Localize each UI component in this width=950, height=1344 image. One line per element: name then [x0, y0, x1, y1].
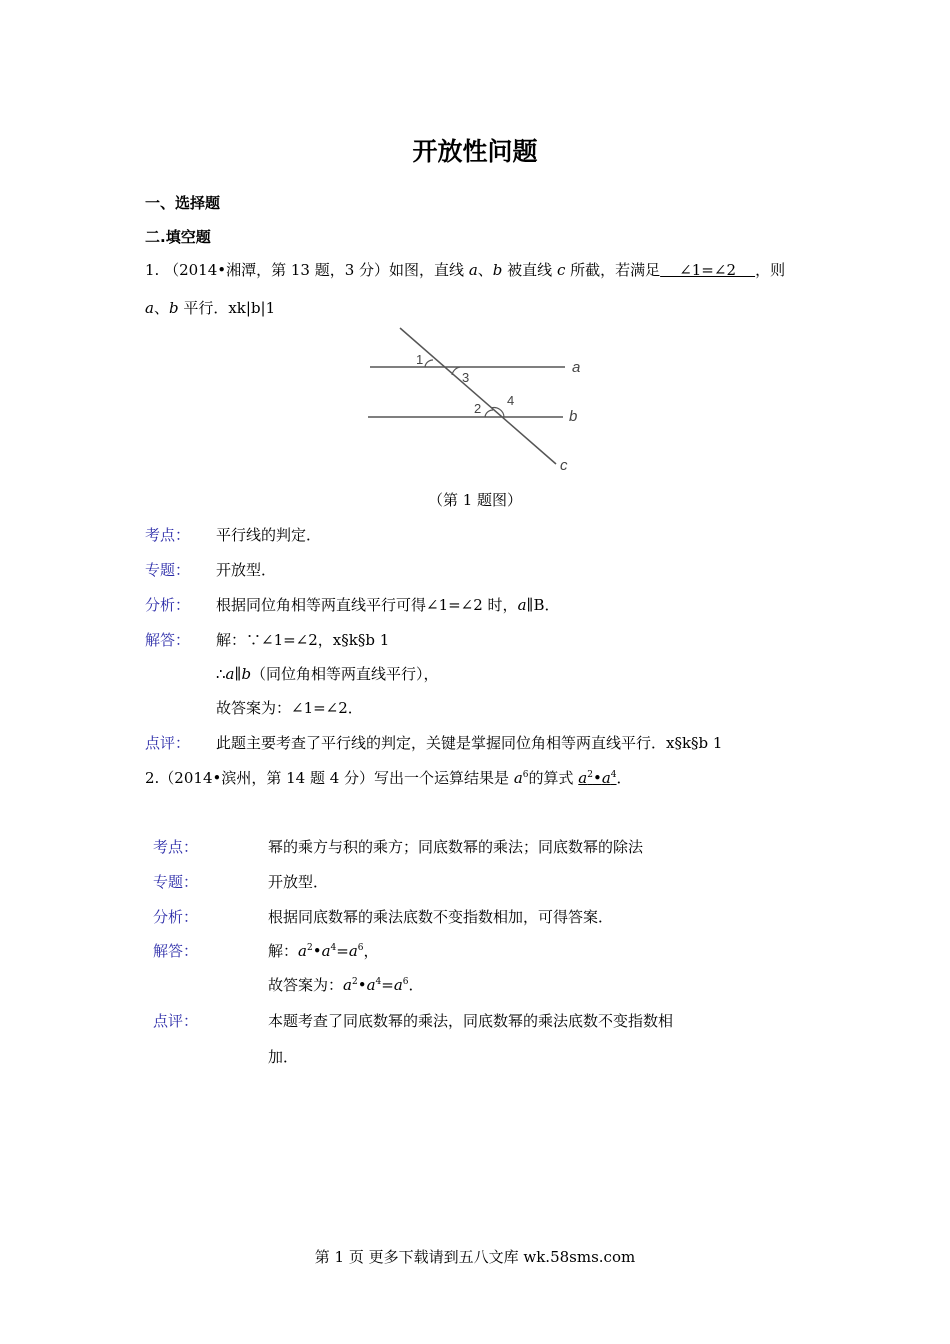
q2-fenxi-label: 分析： [153, 908, 199, 926]
period: ． [408, 976, 424, 994]
exp: 4 [330, 943, 337, 953]
jieda-prefix: 解： [268, 942, 299, 960]
q1-jieda1: 解：∵∠1=∠2，x§k§b 1 [216, 631, 390, 649]
page-title: 开放性问题 [412, 137, 538, 166]
q1-answer: ∠1=∠2 [660, 261, 756, 279]
q1-text-b: 被直线 [502, 261, 557, 279]
exp: 2 [306, 943, 313, 953]
label-4: 4 [507, 393, 515, 408]
exp: 2 [351, 977, 358, 987]
label-a: a [572, 359, 581, 376]
label-b: b [569, 408, 578, 425]
var-a: a [298, 942, 307, 960]
exp: 6 [357, 943, 364, 953]
section-fill: 二.填空题 [145, 228, 211, 246]
var-a: a [578, 769, 588, 787]
var-a: a [225, 665, 235, 683]
label-1: 1 [416, 352, 424, 367]
dot: • [592, 769, 602, 787]
q1-dianping-label: 点评： [145, 734, 191, 752]
section-choice: 一、选择题 [145, 194, 221, 212]
exp: 2 [587, 770, 593, 780]
q1-line1 [145, 259, 785, 280]
q2-dianping-label: 点评： [153, 1012, 199, 1030]
exp: 6 [522, 770, 529, 780]
q1-line2 [145, 297, 275, 318]
var-a: a [366, 976, 376, 994]
var-a: a [321, 942, 331, 960]
q1-text-e: 平行．xk|b|1 [178, 299, 276, 317]
exp: 4 [375, 977, 382, 987]
q1-text-a: 1. （2014•湘潭，第 13 题，3 分）如图，直线 [145, 261, 469, 279]
therefore: ∴ [216, 665, 226, 683]
var-b: b [168, 299, 179, 317]
q2-fenxi: 根据同底数幂的乘法底数不变指数相加，可得答案． [268, 908, 614, 926]
var-a: a [513, 769, 523, 787]
sep: 、 [477, 261, 493, 279]
q2-kaodian-label: 考点： [153, 838, 199, 856]
q1-jieda2 [216, 663, 439, 684]
angle-2-arc [485, 410, 493, 417]
var-a: a [343, 976, 352, 994]
q2-kaodian: 幂的乘方与积的乘方；同底数幂的乘法；同底数幂的除法 [268, 838, 644, 856]
exp: 6 [402, 977, 409, 987]
dot: • [357, 976, 367, 994]
line-c [400, 328, 556, 464]
var-a: a [468, 261, 478, 279]
label-3: 3 [462, 370, 470, 385]
sep: 、 [153, 299, 169, 317]
eq: = [336, 942, 349, 960]
q1-fenxi [216, 594, 559, 615]
q2-jieda1 [268, 940, 379, 961]
q2-zhuanti-label: 专题： [153, 873, 199, 891]
comma: ， [363, 942, 379, 960]
var-c: c [556, 261, 566, 279]
q1-text-d: ，则 [755, 261, 786, 279]
q2-dianping1: 本题考查了同底数幂的乘法，同底数幂的乘法底数不变指数相 [268, 1012, 674, 1030]
q1-figure [360, 322, 600, 480]
q2-text: 2.（2014•滨州，第 14 题 4 分）写出一个运算结果是 [145, 769, 514, 787]
var-a: a [145, 299, 154, 317]
var-a: a [517, 596, 527, 614]
var-a: a [348, 942, 358, 960]
q2-line [145, 767, 632, 788]
q1-kaodian-label: 考点： [145, 526, 191, 544]
q1-jieda3: 故答案为：∠1=∠2． [216, 699, 363, 717]
q2-dianping2: 加． [268, 1048, 299, 1066]
q2-text-end: ． [616, 769, 632, 787]
page-footer: 第 1 页 更多下载请到五八文库 wk.58sms.com [314, 1248, 636, 1266]
q1-zhuanti-label: 专题： [145, 561, 191, 579]
parallel: ∥ [234, 665, 242, 683]
dot: • [312, 942, 322, 960]
jieda2-tail: （同位角相等两直线平行）， [251, 665, 439, 683]
label-c: c [560, 457, 568, 474]
q2-jieda-label: 解答： [153, 942, 199, 960]
q2-zhuanti: 开放型． [268, 873, 329, 891]
var-a: a [601, 769, 611, 787]
q2-text-mid: 的算式 [528, 769, 579, 787]
eq: = [381, 976, 394, 994]
q1-zhuanti: 开放型． [216, 561, 277, 579]
angle-1-arc [425, 360, 433, 367]
q1-jieda-label: 解答： [145, 631, 191, 649]
q2-answer [578, 769, 616, 787]
fenxi-text: 根据同位角相等两直线平行可得∠1=∠2 时， [216, 596, 518, 614]
var-b: b [241, 665, 252, 683]
q1-dianping: 此题主要考查了平行线的判定，关键是掌握同位角相等两直线平行．x§k§b 1 [216, 734, 723, 752]
figure-caption: （第 1 题图） [427, 491, 523, 509]
fenxi-tail: ∥B． [526, 596, 560, 614]
q1-kaodian: 平行线的判定． [216, 526, 322, 544]
label-2: 2 [474, 401, 482, 416]
answer-prefix: 故答案为： [268, 976, 344, 994]
var-b: b [492, 261, 503, 279]
q1-text-c: 所截，若满足 [565, 261, 661, 279]
q2-jieda2 [268, 974, 424, 995]
q1-fenxi-label: 分析： [145, 596, 191, 614]
exp: 4 [610, 770, 617, 780]
var-a: a [393, 976, 403, 994]
